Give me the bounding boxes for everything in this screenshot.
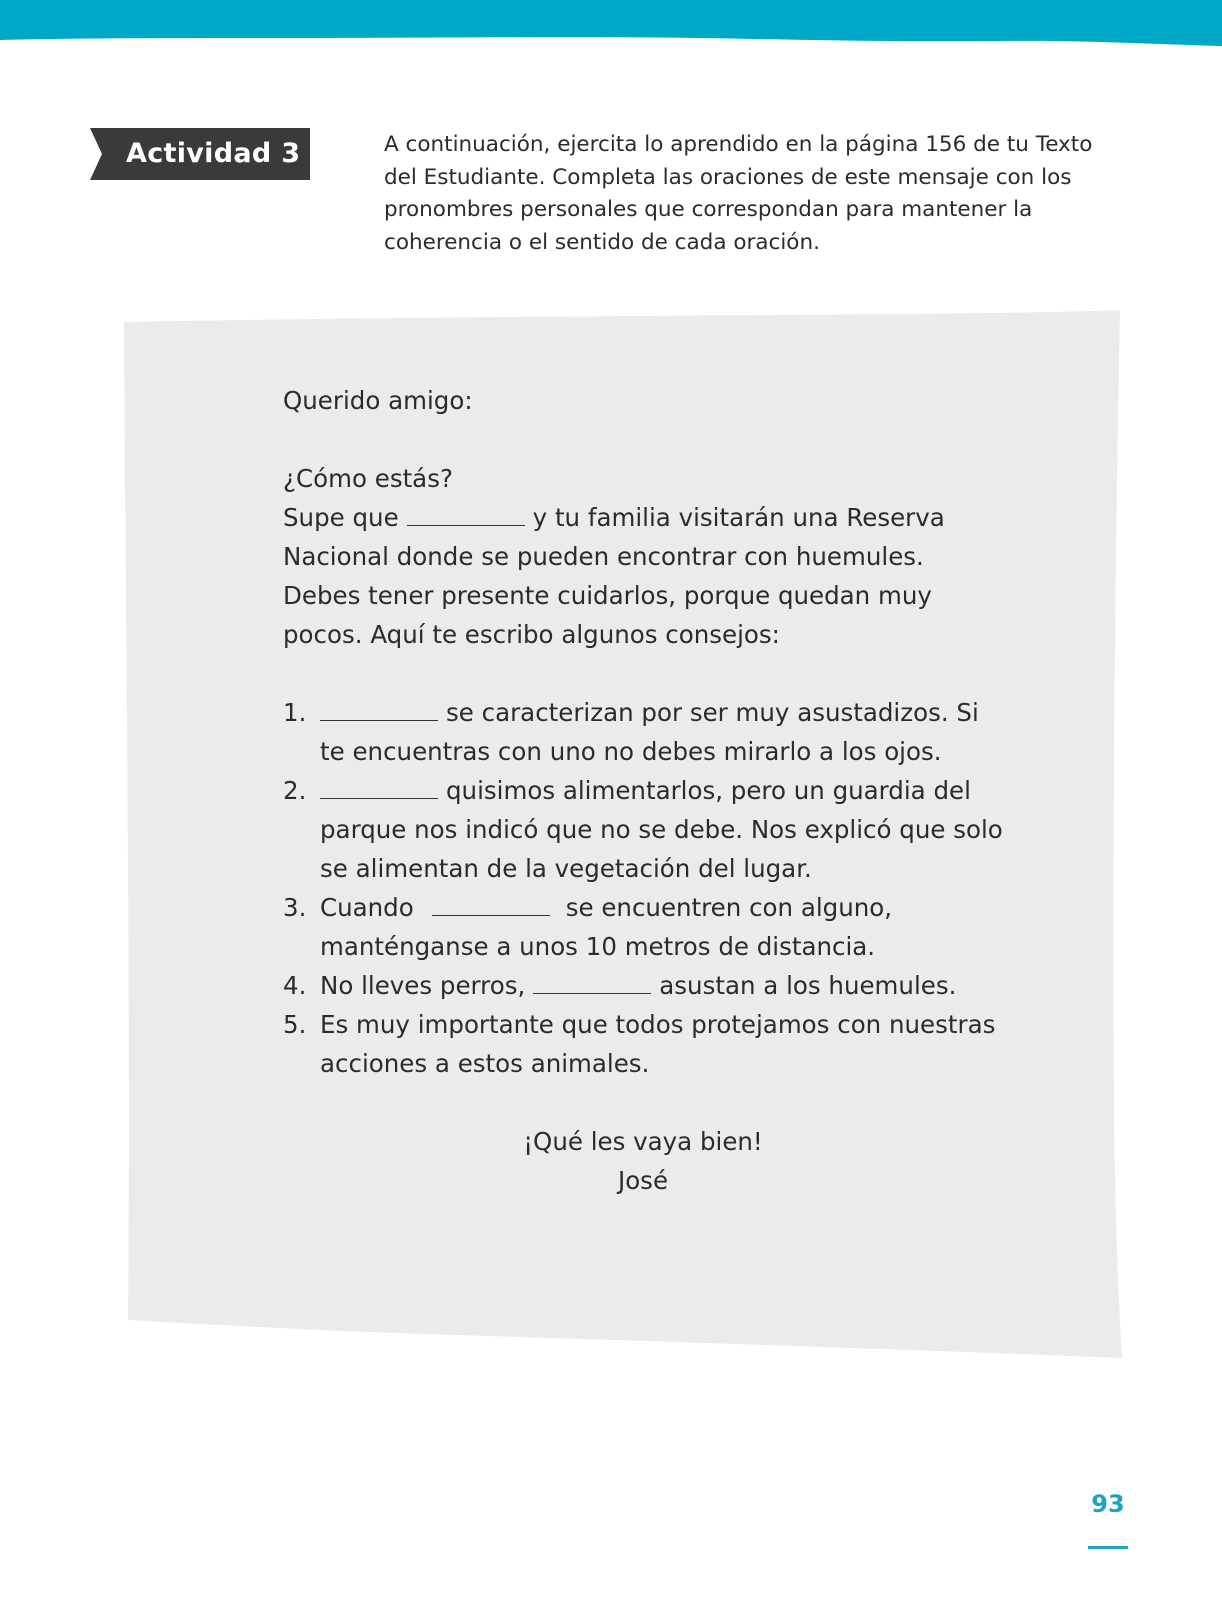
advice-item-5 (283, 1005, 1003, 1083)
activity-title: Actividad 3 (126, 138, 301, 169)
letter-intro (283, 498, 1003, 654)
top-wave-band (0, 0, 1222, 60)
advice-item-text: asustan a los huemules. (659, 971, 957, 1000)
advice-list (283, 693, 1003, 1083)
activity-instructions: A continuación, ejercita lo aprendido en la página 156 de tu Texto del Estudiante. Completa las oraciones de este mensaje con los pronombres personales que correspondan para mantener la coherencia o el sentido de cada oración. (384, 132, 1093, 255)
advice-item-number: 3. (283, 893, 307, 922)
advice-item-text-before: No lleves perros, (320, 971, 526, 1000)
intro-text-before: Supe que (283, 503, 399, 532)
intro-blank-field[interactable] (407, 524, 525, 526)
letter-signature: José (617, 1166, 669, 1195)
advice-item-number: 1. (283, 698, 307, 727)
advice-item-text: Es muy importante que todos protejamos con nuestras acciones a estos animales. (320, 1010, 996, 1078)
activity-tag (90, 128, 310, 180)
advice-item-number: 5. (283, 1010, 307, 1039)
advice-item-text-before: Cuando (320, 893, 414, 922)
letter-greeting: Querido amigo: (283, 386, 473, 415)
advice-item-2 (283, 771, 1003, 888)
advice-3-blank-field[interactable] (432, 914, 550, 916)
letter-question: ¿Cómo estás? (283, 464, 453, 493)
advice-1-blank-field[interactable] (320, 719, 438, 721)
letter-closing: ¡Qué les vaya bien! (523, 1127, 763, 1156)
intro-text-after: y tu familia visitarán una Reserva Nacional donde se pueden encontrar con huemules. Debes tener presente cuidarlos, porque quedan muy pocos. Aquí te escribo algunos consejos: (283, 503, 945, 649)
advice-item-text: se encuentren con alguno, manténganse a unos 10 metros de distancia. (320, 893, 893, 961)
page-number-underline (1088, 1546, 1128, 1549)
advice-item-number: 2. (283, 776, 307, 805)
advice-item-text: se caracterizan por ser muy asustadizos. Si te encuentras con uno no debes mirarlo a los ojos. (320, 698, 979, 766)
advice-2-blank-field[interactable] (320, 797, 438, 799)
page-number: 93 (1091, 1490, 1125, 1518)
letter-body (283, 381, 1003, 1200)
advice-item-1 (283, 693, 1003, 771)
advice-item-4 (283, 966, 1003, 1005)
advice-item-number: 4. (283, 971, 307, 1000)
advice-4-blank-field[interactable] (533, 992, 651, 994)
advice-item-text: quisimos alimentarlos, pero un guardia del parque nos indicó que no se debe. Nos explicó que solo se alimentan de la vegetación del lugar. (320, 776, 1003, 883)
advice-item-3 (283, 888, 1003, 966)
